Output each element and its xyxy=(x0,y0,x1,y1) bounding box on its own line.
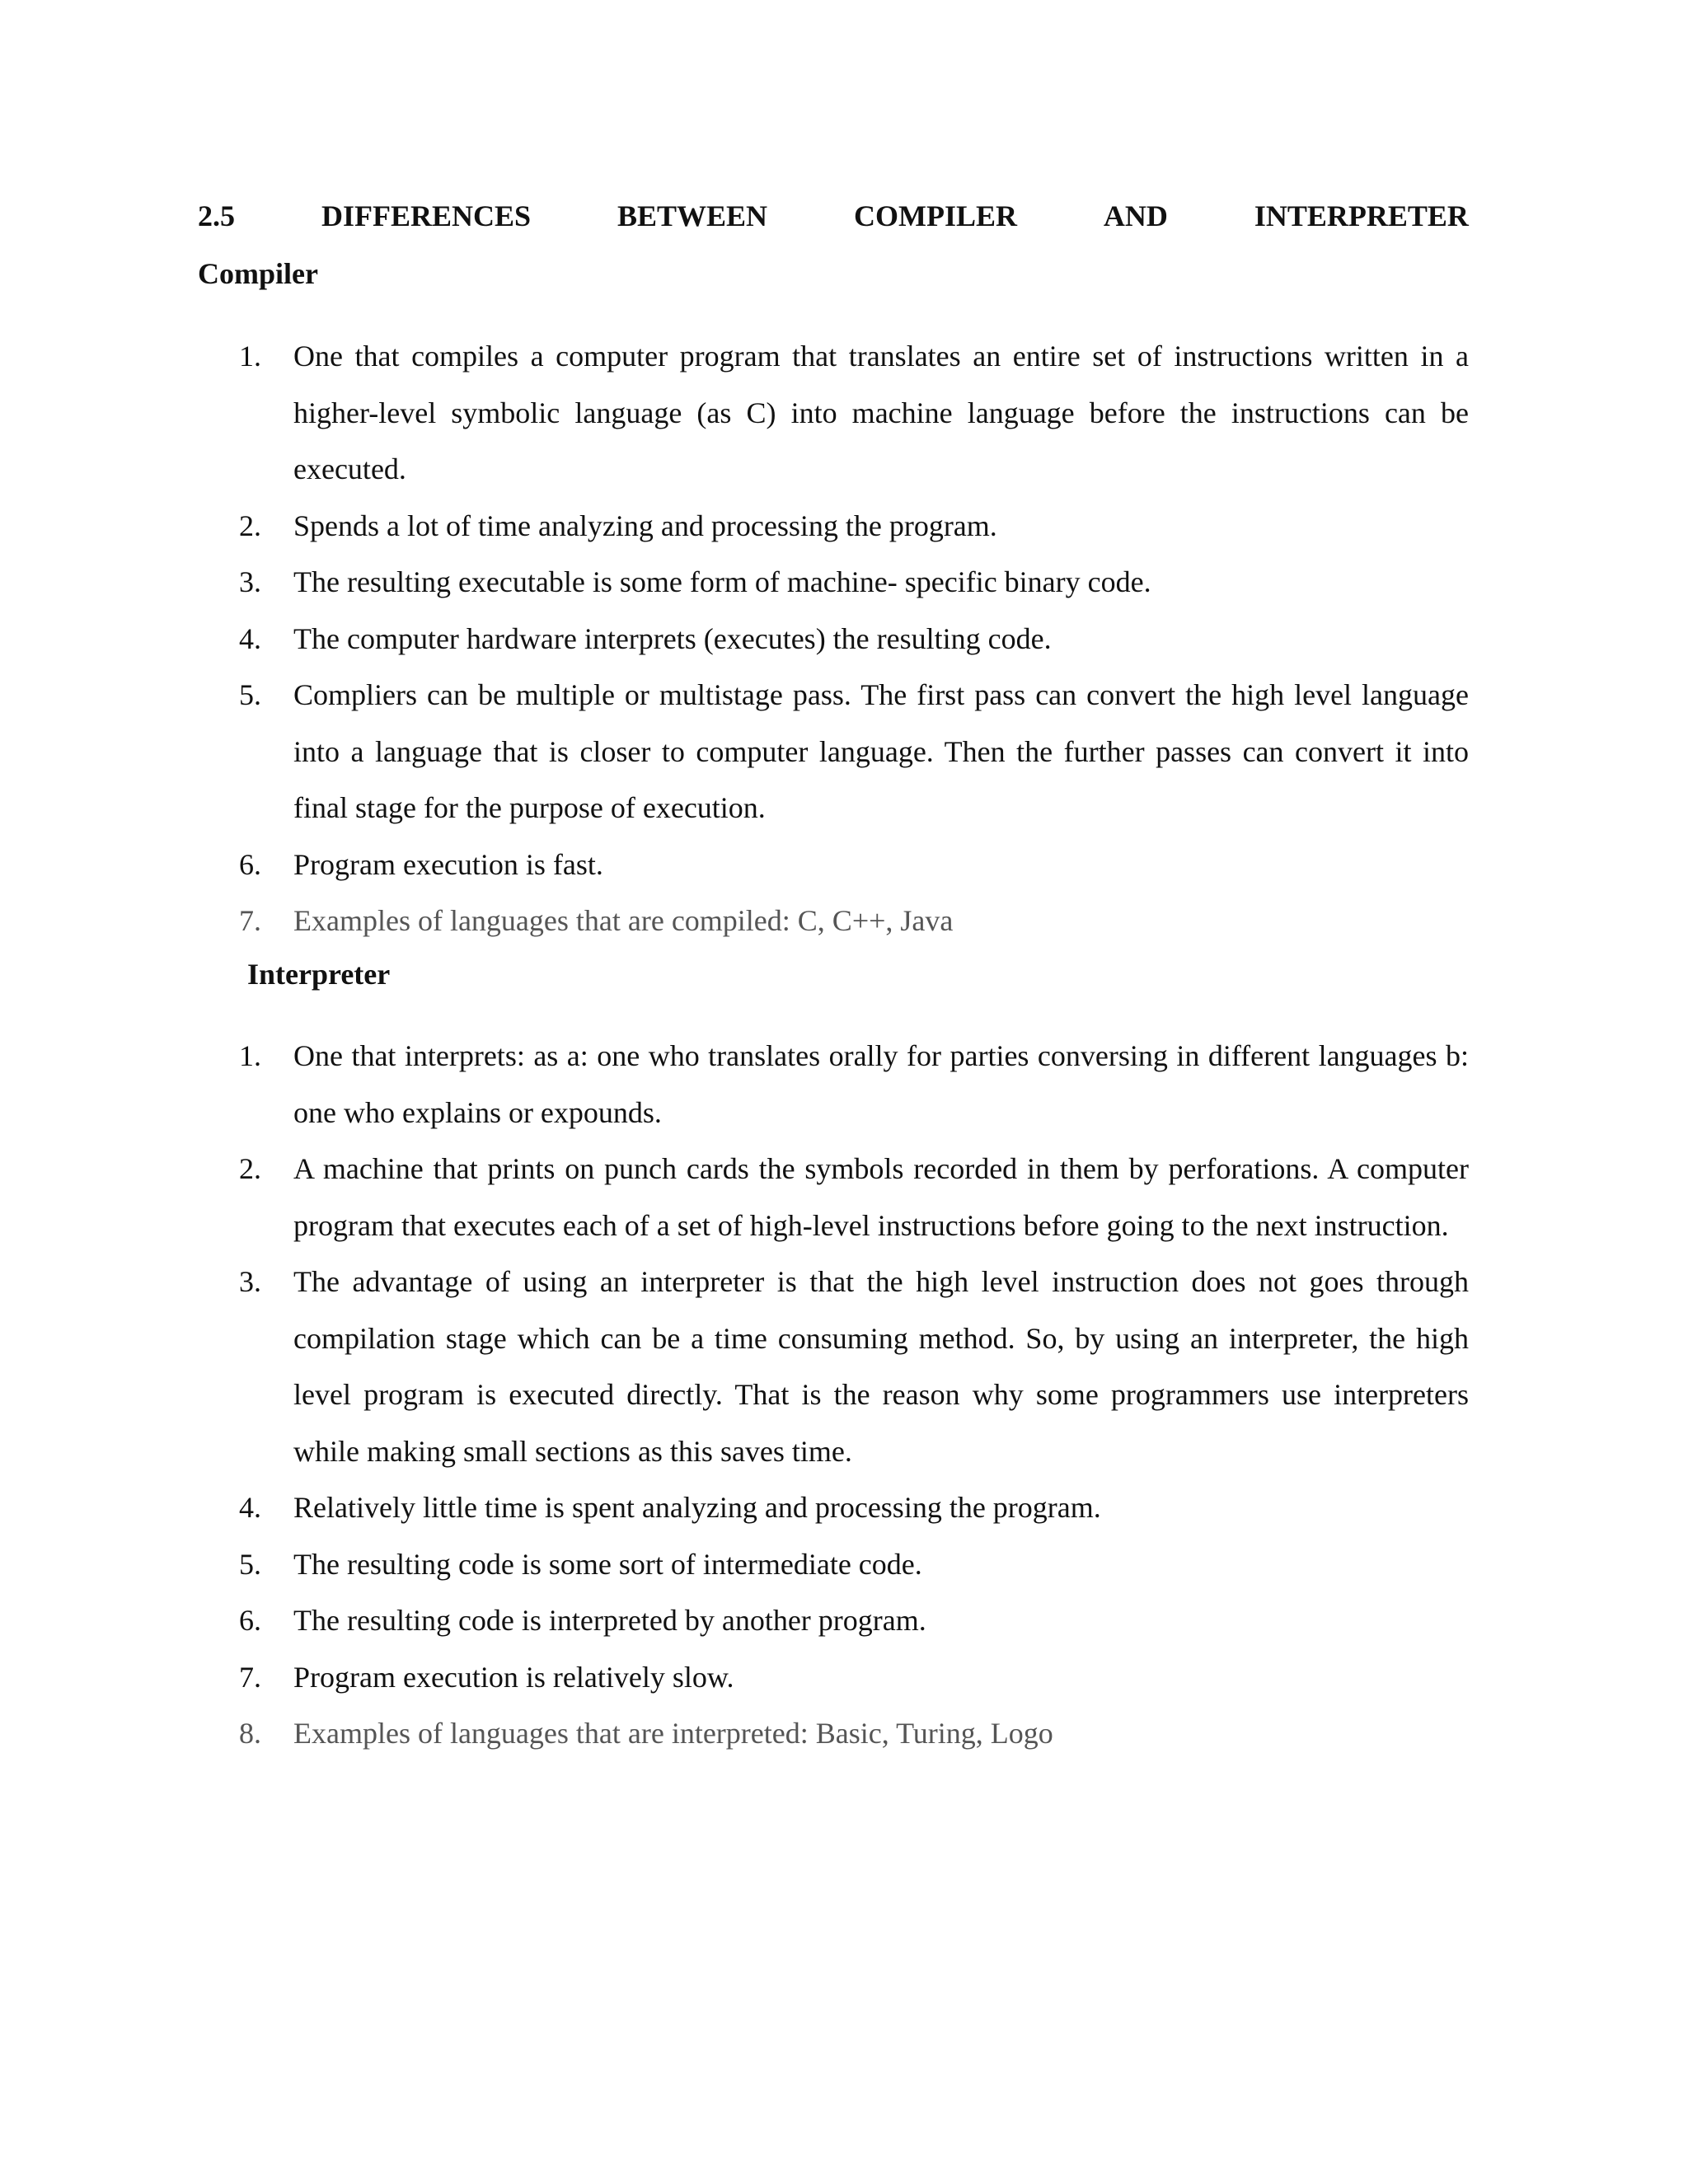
item-number: 1. xyxy=(239,340,261,373)
item-text: Spends a lot of time analyzing and processing the program. xyxy=(293,509,997,542)
item-text: Examples of languages that are interpreted: Basic, Turing, Logo xyxy=(293,1717,1053,1750)
item-number: 8. xyxy=(239,1717,261,1750)
list-item xyxy=(239,1592,1469,1649)
list-item xyxy=(239,1141,1469,1254)
item-text: A machine that prints on punch cards the symbols recorded in them by perforations. A computer program that executes each of a set of high-level instructions before going to the next instruction. xyxy=(293,1152,1469,1242)
item-number: 3. xyxy=(239,1265,261,1298)
heading-word: BETWEEN xyxy=(617,199,768,232)
list-item xyxy=(239,328,1469,498)
section-heading xyxy=(198,191,1469,241)
list-item xyxy=(239,1649,1469,1706)
list-item xyxy=(239,554,1469,611)
item-text: Program execution is relatively slow. xyxy=(293,1660,734,1694)
item-text: One that interprets: as a: one who translates orally for parties conversing in different languages b: one who explains or expounds. xyxy=(293,1039,1469,1129)
item-text: The advantage of using an interpreter is that the high level instruction does not goes through compilation stage which can be a time consuming method. So, by using an interpreter, the high level program is executed directly. That is the reason why some programmers use interpreters while making small sections as this saves time. xyxy=(293,1265,1469,1468)
item-number: 4. xyxy=(239,621,261,655)
heading-number: 2.5 xyxy=(198,199,235,232)
heading-word: COMPILER xyxy=(853,199,1017,232)
item-text: Relatively little time is spent analyzing and processing the program. xyxy=(293,1491,1101,1524)
list-item xyxy=(239,1028,1469,1141)
item-text: The resulting executable is some form of machine- specific binary code. xyxy=(293,565,1151,598)
item-number: 5. xyxy=(239,1547,261,1581)
heading-word: DIFFERENCES xyxy=(321,199,531,232)
list-item xyxy=(239,837,1469,893)
list-item xyxy=(239,1479,1469,1536)
list-item xyxy=(239,667,1469,837)
item-text: The resulting code is interpreted by another program. xyxy=(293,1604,926,1637)
interpreter-title: Interpreter xyxy=(247,958,391,991)
list-item xyxy=(239,893,1469,949)
item-text: The resulting code is some sort of intermediate code. xyxy=(293,1547,922,1581)
item-number: 1. xyxy=(239,1039,261,1072)
item-text: The computer hardware interprets (executes) the resulting code. xyxy=(293,621,1052,655)
item-number: 7. xyxy=(239,904,261,937)
item-text: One that compiles a computer program that translates an entire set of instructions written in a higher-level symbolic language (as C) into machine language before the instructions can be executed. xyxy=(293,340,1469,485)
item-text: Examples of languages that are compiled: C, C++, Java xyxy=(293,904,954,937)
list-item xyxy=(239,498,1469,555)
list-item xyxy=(239,1705,1469,1762)
item-number: 7. xyxy=(239,1660,261,1694)
item-number: 3. xyxy=(239,565,261,598)
heading-word: AND xyxy=(1103,199,1168,232)
item-number: 2. xyxy=(239,1152,261,1185)
item-number: 6. xyxy=(239,1604,261,1637)
compiler-list xyxy=(239,328,1469,949)
item-text: Program execution is fast. xyxy=(293,847,603,881)
item-text: Compliers can be multiple or multistage pass. The first pass can convert the high level language into a language that is closer to computer language. Then the further passes can convert it into final stage for the purpose of execution. xyxy=(293,678,1469,824)
item-number: 2. xyxy=(239,509,261,542)
list-item xyxy=(239,611,1469,668)
heading-word: INTERPRETER xyxy=(1254,199,1469,232)
list-item xyxy=(239,1254,1469,1479)
item-number: 6. xyxy=(239,847,261,881)
compiler-title: Compiler xyxy=(198,257,318,290)
list-item xyxy=(239,1536,1469,1593)
item-number: 4. xyxy=(239,1491,261,1524)
item-number: 5. xyxy=(239,678,261,711)
interpreter-list xyxy=(239,1028,1469,1762)
